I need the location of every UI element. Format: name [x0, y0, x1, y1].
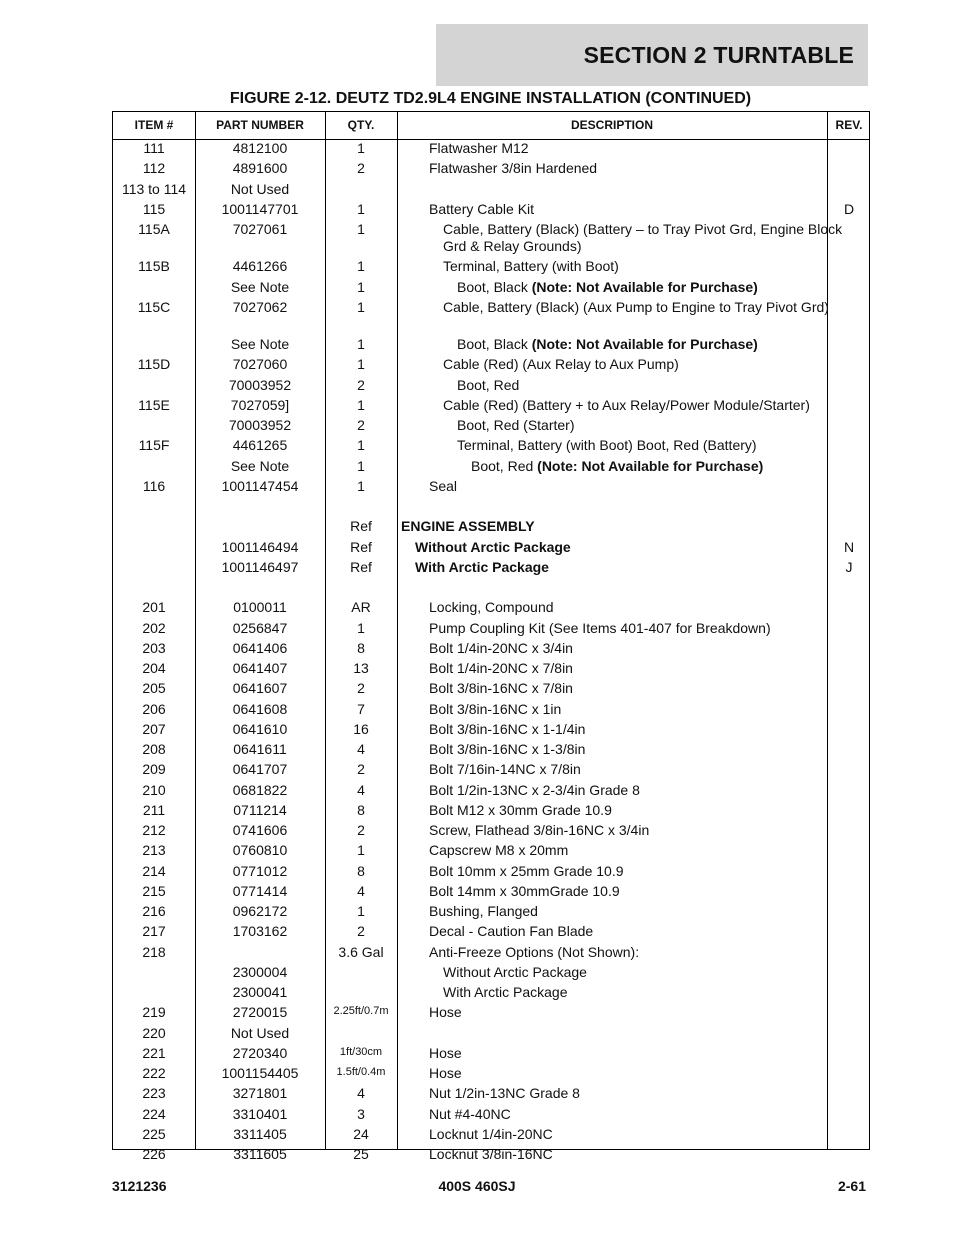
quantity: 2	[357, 680, 365, 697]
quantity: AR	[351, 599, 371, 616]
part-number: 70003952	[228, 417, 292, 433]
description	[401, 221, 868, 255]
quantity: 1	[357, 396, 365, 413]
description-text: Boot, Red	[471, 457, 538, 474]
part-number: 1703162	[232, 923, 288, 940]
quantity: 1	[357, 258, 365, 275]
part-number: 0641707	[232, 761, 288, 778]
description	[401, 299, 868, 316]
part-number: 7027062	[232, 298, 288, 315]
quantity: 1	[357, 298, 365, 315]
description	[401, 539, 840, 556]
description	[401, 437, 882, 454]
description	[401, 336, 882, 353]
description-bold-text: (Note: Not Available for Purchase)	[531, 336, 758, 352]
part-number: 1001147454	[221, 477, 299, 494]
item-number: 207	[142, 720, 166, 737]
item-number: 210	[142, 781, 166, 798]
description	[401, 761, 854, 778]
parts-table	[112, 111, 870, 1162]
item-number: 115E	[138, 396, 170, 413]
part-number: 7027061	[232, 221, 288, 237]
description-text: Cable (Red) (Battery + to Aux Relay/Power Module/Starter)	[443, 396, 810, 413]
header-rev: REV.	[835, 118, 863, 132]
description-bold-text: ENGINE ASSEMBLY	[401, 518, 535, 535]
part-number: 4891600	[232, 160, 288, 177]
item-number: 213	[142, 842, 166, 859]
quantity: Ref	[350, 518, 372, 535]
part-number: 0760810	[232, 842, 288, 859]
description-text: Flatwasher M12	[429, 140, 529, 156]
part-number: 0641610	[232, 720, 288, 737]
part-number: See Note	[230, 457, 290, 474]
footer-page-number: 2-61	[837, 1178, 866, 1194]
description	[401, 923, 854, 940]
description-text: Decal - Caution Fan Blade	[429, 923, 594, 940]
quantity: 8	[357, 801, 365, 818]
part-number: 2300041	[232, 984, 288, 1000]
description-text: Hose	[429, 1065, 462, 1081]
description-text: Bolt 1/4in-20NC x 3/4in	[429, 639, 573, 656]
item-number: 201	[142, 599, 166, 616]
description	[401, 356, 868, 373]
part-number: 3311605	[233, 1146, 287, 1162]
description	[401, 822, 854, 839]
description	[401, 599, 854, 616]
description	[401, 903, 854, 920]
description-text: Screw, Flathead 3/8in-16NC x 3/4in	[429, 822, 650, 838]
description	[401, 1126, 854, 1143]
quantity: 1ft/30cm	[339, 1045, 383, 1058]
item-number: 115A	[138, 221, 170, 237]
description-text: Terminal, Battery (with Boot)	[443, 258, 619, 275]
item-number: 205	[142, 680, 166, 697]
description	[401, 680, 854, 697]
description-text: Locknut 3/8in-16NC	[429, 1146, 553, 1162]
quantity: 1.5ft/0.4m	[336, 1066, 386, 1078]
description	[401, 160, 854, 177]
description	[401, 377, 882, 394]
description-bold-text: (Note: Not Available for Purchase)	[531, 278, 758, 295]
item-number: 211	[142, 801, 166, 818]
quantity: 4	[357, 781, 365, 798]
description-text: Flatwasher 3/8in Hardened	[429, 160, 598, 177]
description	[401, 279, 882, 296]
description	[401, 397, 868, 414]
description	[401, 1065, 854, 1082]
item-number: 115D	[137, 356, 171, 373]
part-number: 0741606	[232, 822, 288, 838]
part-number: 3311405	[233, 1125, 287, 1142]
item-number: 221	[142, 1044, 166, 1061]
item-number: 204	[142, 660, 166, 676]
description-bold-text: (Note: Not Available for Purchase)	[537, 457, 764, 474]
quantity: 8	[357, 639, 365, 656]
quantity: 7	[357, 700, 365, 717]
description-text: Nut #4-40NC	[429, 1105, 511, 1122]
item-number: 215	[142, 882, 166, 899]
part-number: See Note	[230, 278, 290, 295]
description-text: Boot, Black	[457, 278, 532, 295]
item-number: 225	[142, 1125, 166, 1142]
description-text: Hose	[429, 1044, 462, 1061]
description-text: Seal	[429, 477, 458, 494]
part-number: 0962172	[232, 903, 288, 919]
description-text: Locknut 1/4in-20NC	[429, 1125, 553, 1142]
quantity: 2	[357, 160, 365, 177]
description-text: Boot, Red (Starter)	[457, 417, 575, 433]
quantity: 1	[357, 200, 365, 217]
description-text: Bolt 7/16in-14NC x 7/8in	[429, 761, 581, 778]
description-text: Boot, Black	[457, 336, 532, 352]
description-text: Pump Coupling Kit (See Items 401-407 for Breakdown)	[429, 619, 771, 636]
description	[401, 964, 868, 981]
quantity: 1	[357, 457, 365, 474]
item-number: 115B	[138, 258, 170, 275]
quantity: 1	[357, 842, 365, 859]
part-number: 7027060	[232, 356, 288, 373]
item-number: 226	[142, 1146, 166, 1162]
quantity: 13	[353, 660, 369, 676]
description	[401, 559, 840, 576]
description	[401, 944, 854, 961]
description-text: Bolt 3/8in-16NC x 1in	[429, 700, 562, 717]
description	[401, 140, 854, 157]
item-number: 222	[142, 1065, 166, 1081]
quantity: 1	[357, 619, 365, 636]
description	[401, 782, 854, 799]
quantity: 8	[357, 862, 365, 879]
quantity: 4	[357, 741, 365, 757]
part-number: 1001154405	[221, 1065, 299, 1081]
description-text: Bolt 10mm x 25mm Grade 10.9	[429, 862, 624, 879]
header-description: DESCRIPTION	[570, 118, 653, 132]
item-number: 223	[142, 1085, 166, 1102]
footer-model: 400S 460SJ	[438, 1178, 516, 1194]
part-number: 0641407	[232, 660, 288, 676]
description-text: Bolt 1/2in-13NC x 2-3/4in Grade 8	[429, 781, 640, 798]
description-text: Battery Cable Kit	[429, 200, 535, 217]
description-text: Bolt 3/8in-16NC x 1-3/8in	[429, 741, 586, 757]
quantity: 1	[357, 278, 365, 295]
part-number: 2720340	[232, 1044, 288, 1061]
description-text: Cable, Battery (Black) (Aux Pump to Engine to Tray Pivot Grd)	[443, 298, 829, 315]
item-number: 224	[142, 1105, 166, 1122]
part-number: 70003952	[228, 376, 292, 393]
part-number: 0641608	[232, 700, 288, 717]
description-text: Bolt 1/4in-20NC x 7/8in	[429, 660, 573, 676]
quantity: 1	[357, 903, 365, 919]
description	[401, 802, 854, 819]
item-number: 208	[142, 741, 166, 757]
description	[401, 984, 868, 1001]
quantity: 2	[357, 376, 365, 393]
part-number: 7027059]	[230, 396, 290, 413]
quantity: 1	[357, 336, 365, 352]
part-number: 0256847	[232, 619, 288, 636]
description	[401, 1085, 854, 1102]
part-number: 0641607	[232, 680, 288, 697]
item-number: 111	[143, 140, 165, 156]
description-text: Nut 1/2in-13NC Grade 8	[429, 1085, 580, 1102]
description-bold-text: With Arctic Package	[415, 558, 549, 575]
part-number: 1001147701	[221, 200, 299, 217]
description	[401, 701, 854, 718]
header-qty: QTY.	[347, 118, 375, 132]
item-number: 217	[142, 923, 166, 940]
description	[401, 620, 854, 637]
description	[401, 721, 854, 738]
part-number: 2300004	[232, 963, 288, 980]
item-number: 115	[142, 200, 166, 217]
description	[401, 1004, 854, 1021]
description	[401, 863, 854, 880]
description-text: Cable, Battery (Black) (Battery – to Tray Pivot Grd, Engine Block Grd & Relay Grounds)	[443, 221, 843, 254]
quantity: 2	[357, 417, 365, 433]
revision: D	[843, 200, 855, 217]
quantity: Ref	[350, 558, 372, 575]
item-number: 218	[142, 943, 166, 960]
item-number: 214	[142, 862, 166, 879]
quantity: 1	[357, 140, 365, 156]
description	[401, 640, 854, 657]
description-text: Hose	[429, 1004, 462, 1021]
item-number: 219	[142, 1004, 166, 1021]
description-text: Locking, Compound	[429, 599, 554, 616]
description	[401, 660, 854, 677]
section-header	[436, 24, 868, 86]
quantity: 1	[357, 437, 365, 454]
quantity: 2	[357, 761, 365, 778]
quantity: 2	[357, 822, 365, 838]
part-number: 1001146497	[221, 558, 299, 575]
quantity: 16	[353, 720, 369, 737]
description-text: Bolt M12 x 30mm Grade 10.9	[429, 801, 612, 818]
description	[401, 1146, 854, 1163]
description-text: Anti-Freeze Options (Not Shown):	[429, 943, 640, 960]
description	[401, 258, 868, 275]
section-title: SECTION 2 TURNTABLE	[583, 41, 854, 68]
description	[401, 1045, 854, 1062]
part-number: 3271801	[232, 1085, 288, 1102]
quantity: 3	[357, 1105, 365, 1122]
description-text: Bolt 14mm x 30mmGrade 10.9	[429, 882, 620, 899]
part-number: 0771414	[232, 882, 288, 899]
quantity: 4	[357, 1085, 365, 1102]
quantity: 24	[353, 1125, 369, 1142]
description-text: Bushing, Flanged	[429, 903, 538, 919]
quantity: 3.6 Gal	[338, 943, 384, 960]
description-text: Boot, Red	[457, 376, 520, 393]
description	[401, 518, 826, 535]
description-text: With Arctic Package	[443, 984, 568, 1000]
description	[401, 478, 854, 495]
part-number: 0681822	[232, 781, 288, 798]
header-item: ITEM #	[134, 118, 174, 132]
quantity: 25	[353, 1146, 369, 1162]
part-number: 0100011	[233, 599, 287, 616]
part-number: Not Used	[230, 180, 290, 197]
table-header	[113, 112, 869, 140]
part-number: 3310401	[232, 1105, 288, 1122]
description	[401, 883, 854, 900]
revision: N	[843, 538, 855, 555]
item-number: 216	[142, 903, 166, 919]
quantity: 1	[357, 356, 365, 373]
quantity: 2	[357, 923, 365, 940]
description	[401, 458, 896, 475]
description-text: Capscrew M8 x 20mm	[429, 842, 569, 859]
figure-title: FIGURE 2-12. DEUTZ TD2.9L4 ENGINE INSTALLATION (CONTINUED)	[229, 90, 752, 107]
item-number: 115C	[137, 298, 171, 315]
part-number: 0641406	[232, 639, 288, 656]
item-number: 112	[142, 160, 166, 177]
item-number: 203	[142, 639, 166, 656]
description	[401, 842, 854, 859]
part-number: See Note	[230, 336, 290, 352]
part-number: Not Used	[230, 1024, 290, 1041]
column-divider	[397, 112, 398, 1149]
description-text: Cable (Red) (Aux Relay to Aux Pump)	[443, 356, 679, 373]
revision: J	[845, 558, 853, 575]
description	[401, 201, 854, 218]
item-number: 115F	[138, 437, 170, 454]
description-text: Bolt 3/8in-16NC x 1-1/4in	[429, 720, 586, 737]
part-number: 0641611	[233, 741, 287, 757]
item-number: 202	[142, 619, 166, 636]
part-number: 4461265	[232, 437, 288, 454]
description	[401, 1106, 854, 1123]
description	[401, 417, 882, 434]
item-number: 209	[142, 761, 166, 778]
quantity: 2.25ft/0.7m	[333, 1005, 389, 1018]
item-number: 220	[142, 1024, 166, 1041]
quantity: 1	[357, 221, 365, 237]
item-number: 116	[142, 477, 166, 494]
header-part-number: PART NUMBER	[216, 118, 304, 132]
footer-doc-number: 3121236	[112, 1178, 167, 1194]
description-text: Terminal, Battery (with Boot) Boot, Red (Battery)	[457, 437, 757, 454]
quantity: 1	[357, 477, 365, 494]
item-number: 212	[142, 822, 166, 838]
quantity: 4	[357, 882, 365, 899]
item-number: 113 to 114	[121, 180, 187, 197]
part-number: 4461266	[232, 258, 288, 275]
description-bold-text: Without Arctic Package	[415, 538, 571, 555]
part-number: 2720015	[232, 1004, 288, 1021]
part-number: 0771012	[232, 862, 288, 879]
item-number: 206	[142, 700, 166, 717]
description	[401, 741, 854, 758]
part-number: 0711214	[233, 801, 287, 818]
part-number: 1001146494	[221, 538, 299, 555]
description-text: Without Arctic Package	[443, 963, 587, 980]
part-number: 4812100	[232, 140, 288, 156]
quantity: Ref	[350, 538, 372, 555]
description-text: Bolt 3/8in-16NC x 7/8in	[429, 680, 573, 697]
